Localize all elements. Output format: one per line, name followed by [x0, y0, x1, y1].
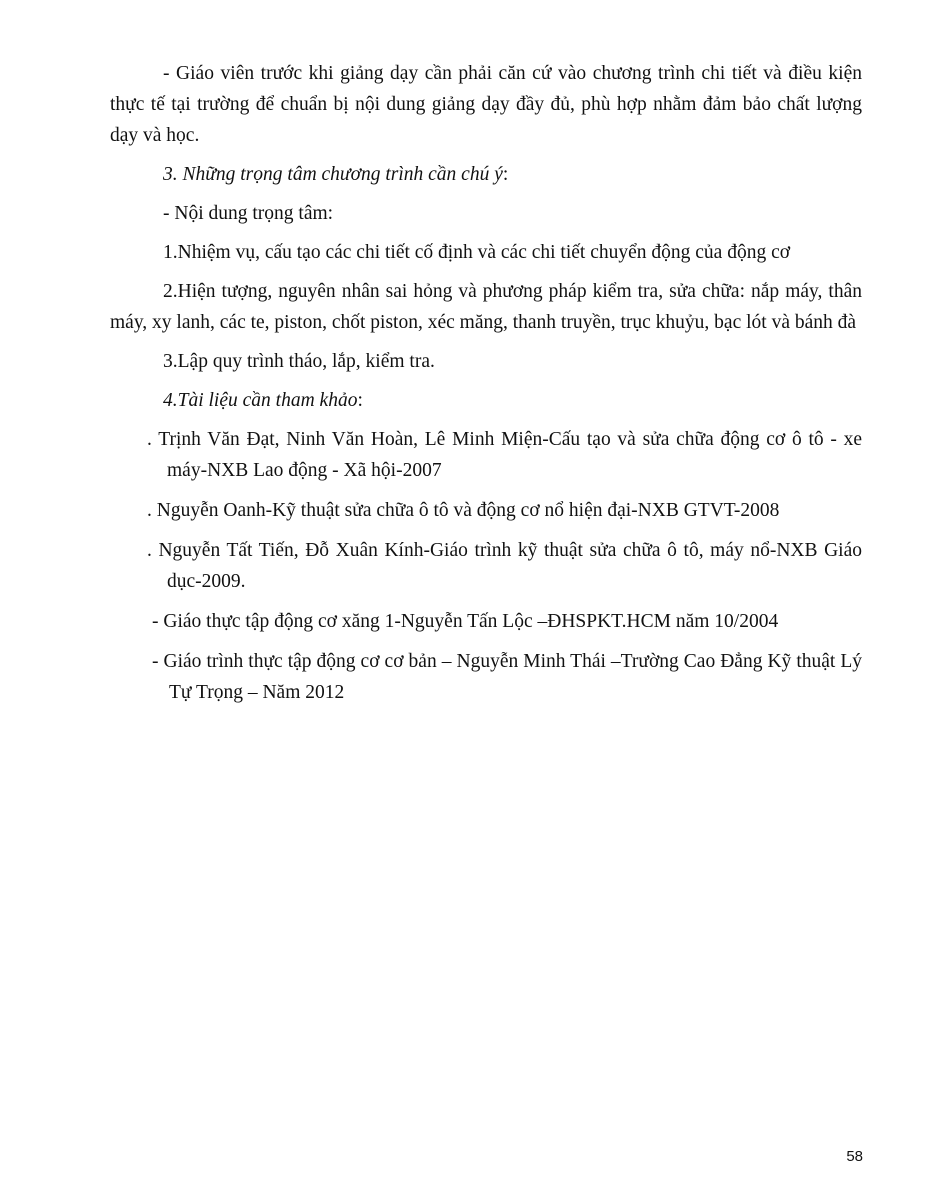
heading-program-focus [110, 159, 862, 190]
paragraph-focus-content: - Nội dung trọng tâm: [163, 203, 334, 224]
heading-references-text: 4.Tài liệu cần tham khảo [163, 390, 358, 411]
focus-item-1: 1.Nhiệm vụ, cấu tạo các chi tiết cố định và các chi tiết chuyển động của động cơ [163, 242, 791, 263]
focus-item-3: 3.Lập quy trình tháo, lắp, kiểm tra. [163, 351, 435, 372]
heading-program-focus-colon: : [502, 164, 509, 185]
page-number: 58 [846, 1148, 863, 1165]
document-page [110, 58, 862, 717]
paragraph-teacher-preparation: - Giáo viên trước khi giảng dạy cần phải căn cứ vào chương trình chi tiết và điều kiện thực tế tại trường để chuẩn bị nội dung giảng dạy đầy đủ, phù hợp nhằm đảm bảo chất lượng dạy và học. [110, 63, 862, 146]
reference-item: . Nguyễn Tất Tiến, Đỗ Xuân Kính-Giáo trình kỹ thuật sửa chữa ô tô, máy nổ-NXB Giáo dục-2009. [147, 540, 862, 592]
heading-program-focus-text: 3. Những trọng tâm chương trình cần chú ý [163, 164, 503, 185]
heading-references [110, 385, 862, 416]
reference-item: - Giáo trình thực tập động cơ cơ bản – Nguyễn Minh Thái –Trường Cao Đẳng Kỹ thuật Lý Tự Trọng – Năm 2012 [152, 651, 862, 703]
heading-references-colon: : [357, 390, 363, 411]
reference-item: - Giáo thực tập động cơ xăng 1-Nguyễn Tấn Lộc –ĐHSPKT.HCM năm 10/2004 [152, 611, 779, 632]
reference-item: . Trịnh Văn Đạt, Ninh Văn Hoàn, Lê Minh Miện-Cấu tạo và sửa chữa động cơ ô tô - xe máy-NXB Lao động - Xã hội-2007 [147, 429, 862, 481]
focus-item-2: 2.Hiện tượng, nguyên nhân sai hỏng và phương pháp kiểm tra, sửa chữa: nắp máy, thân máy, xy lanh, các te, piston, chốt piston, xéc măng, thanh truyền, trục khuỷu, bạc lót và bánh đà [110, 281, 862, 333]
reference-item: . Nguyễn Oanh-Kỹ thuật sửa chữa ô tô và động cơ nổ hiện đại-NXB GTVT-2008 [147, 500, 780, 521]
